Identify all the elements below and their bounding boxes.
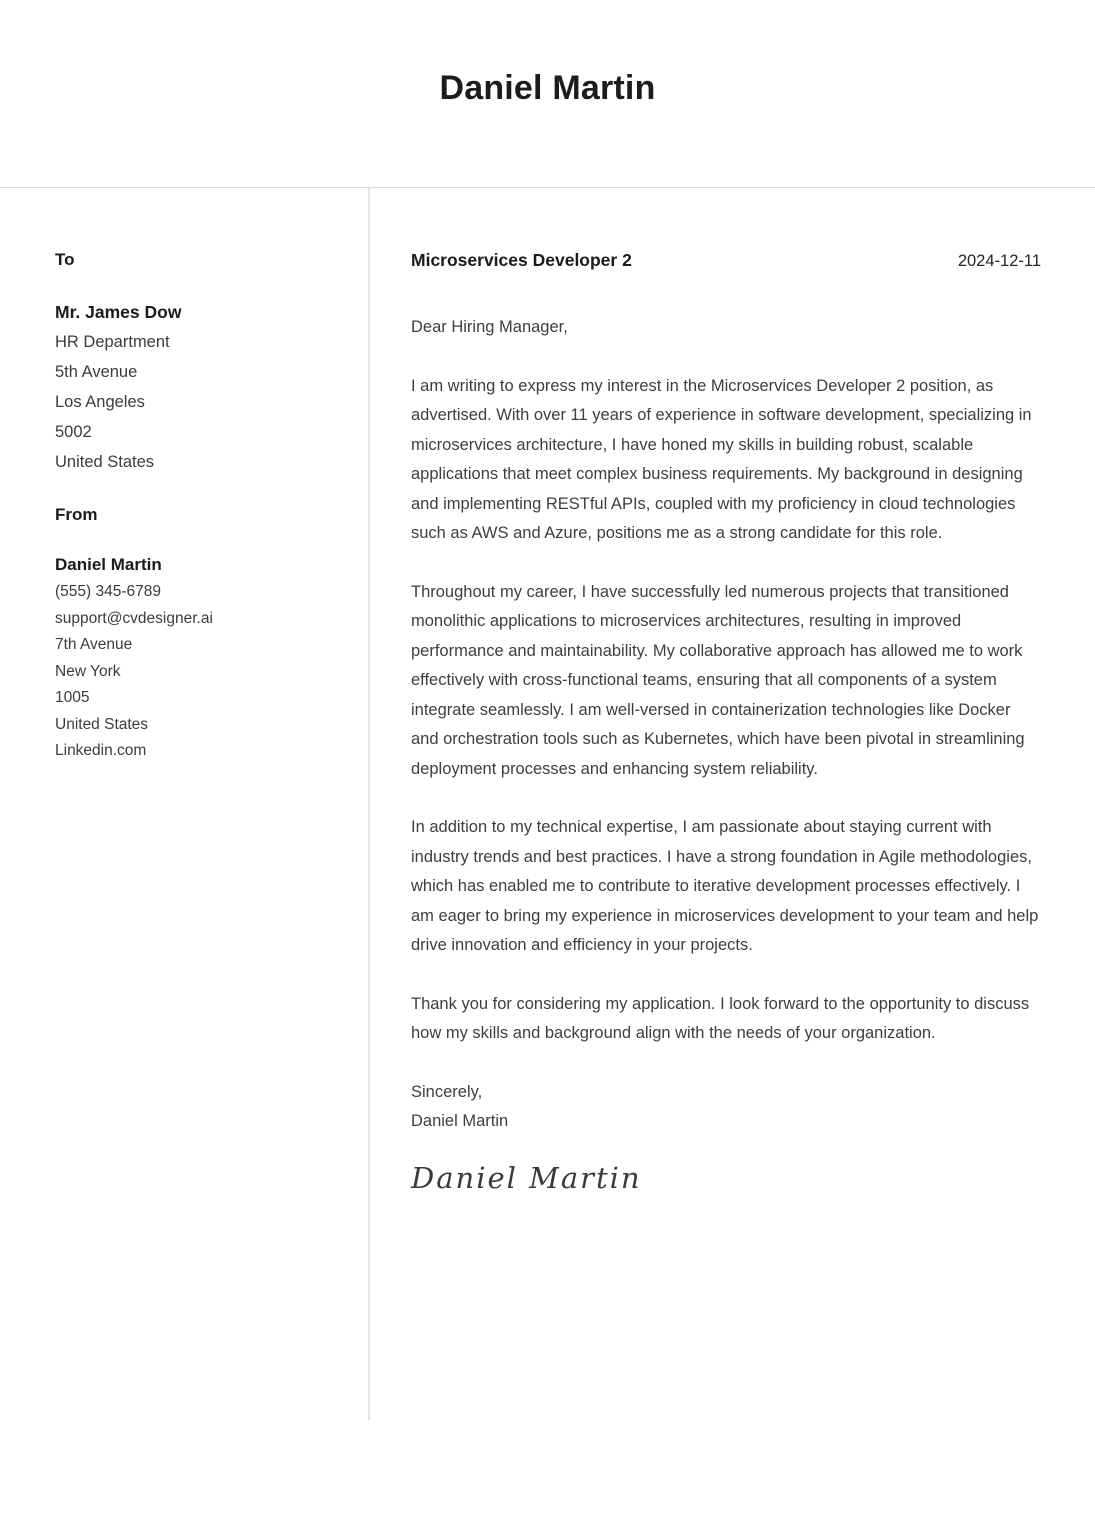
contact-sidebar bbox=[0, 188, 368, 1195]
column-divider bbox=[368, 188, 370, 1420]
recipient-city: Los Angeles bbox=[55, 393, 145, 411]
from-heading: From bbox=[55, 505, 98, 524]
letter-body bbox=[368, 188, 1095, 1195]
letter-paragraph-1: I am writing to express my interest in the Microservices Developer 2 position, as advertised. With over 11 years of experience in software development, specializing in microservices architecture, I have honed my skills in building robust, scalable applications that meet complex business requirements. My background in designing and implementing RESTful APIs, coupled with my proficiency in cloud technologies such as AWS and Azure, positions me as a strong candidate for this role. bbox=[411, 376, 1032, 542]
recipient-street: 5th Avenue bbox=[55, 363, 138, 381]
salutation: Dear Hiring Manager, bbox=[411, 318, 568, 336]
letter-content bbox=[0, 188, 1095, 1195]
closing: Sincerely, bbox=[411, 1082, 483, 1101]
letter-paragraph-4: Thank you for considering my application. I look forward to the opportunity to discuss how my skills and background align with the needs of your organization. bbox=[411, 994, 1030, 1042]
letter-paragraph-2: Throughout my career, I have successfully led numerous projects that transitioned monolithic applications to microservices architectures, resulting in improved performance and maintainability. My collaborative approach has allowed me to work effectively with cross-functional teams, ensuring that all components of a system integrate seamlessly. I am well-versed in containerization technologies like Docker and orchestration tools such as Kubernetes, which have been pivotal in streamlining deployment processes and enhancing system reliability. bbox=[411, 582, 1025, 778]
letter-paragraph-3: In addition to my technical expertise, I am passionate about staying current with industry trends and best practices. I have a strong foundation in Agile methodologies, which has enabled me to contribute to iterative development processes effectively. I am eager to bring my experience in microservices development to your team and help drive innovation and efficiency in your projects. bbox=[411, 818, 1039, 954]
sender-name: Daniel Martin bbox=[55, 555, 162, 574]
closing-name: Daniel Martin bbox=[411, 1112, 509, 1130]
to-heading: To bbox=[55, 250, 75, 269]
sender-postal-code: 1005 bbox=[55, 689, 90, 706]
sender-email: support@cvdesigner.ai bbox=[55, 609, 213, 627]
recipient-country: United States bbox=[55, 453, 155, 471]
sender-city: New York bbox=[55, 662, 121, 680]
letter-date: 2024-12-11 bbox=[957, 252, 1041, 270]
sender-street: 7th Avenue bbox=[55, 636, 133, 653]
sender-country: United States bbox=[55, 715, 149, 733]
recipient-postal-code: 5002 bbox=[55, 423, 92, 441]
signature: Daniel Martin bbox=[411, 1160, 642, 1195]
letter-header bbox=[0, 0, 1095, 188]
sender-section bbox=[55, 505, 328, 765]
sender-phone: (555) 345-6789 bbox=[55, 583, 161, 600]
sender-linkedin: Linkedin.com bbox=[55, 742, 147, 759]
job-title: Microservices Developer 2 bbox=[411, 250, 632, 270]
letter-head-row bbox=[411, 250, 1041, 271]
recipient-name: Mr. James Dow bbox=[55, 302, 182, 322]
recipient-section bbox=[55, 250, 328, 477]
page-title: Daniel Martin bbox=[439, 69, 656, 107]
recipient-department: HR Department bbox=[55, 333, 170, 351]
